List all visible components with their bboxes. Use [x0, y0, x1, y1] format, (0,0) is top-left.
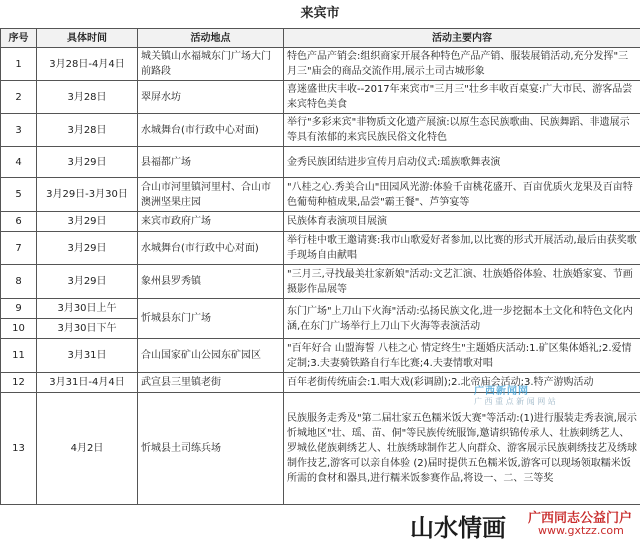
- news-site-watermark: 广西新闻网: [474, 386, 529, 397]
- row-place: 翠屏水坊: [138, 81, 284, 114]
- row-time: 4月2日: [37, 393, 138, 505]
- table-row: [1, 299, 640, 319]
- row-place: 水城舞台(市行政中心对面): [138, 232, 284, 265]
- portal-watermark: 广西同志公益门户: [528, 511, 633, 526]
- table-row: [1, 147, 640, 178]
- table-row: [1, 178, 640, 212]
- row-time: 3月29日: [37, 232, 138, 265]
- row-no: 6: [1, 212, 37, 232]
- table-row: [1, 393, 640, 505]
- row-no: 13: [1, 393, 37, 505]
- header-content: 活动主要内容: [284, 29, 640, 48]
- row-place: 来宾市政府广场: [138, 212, 284, 232]
- row-no: 4: [1, 147, 37, 178]
- row-place: 忻城县土司练兵场: [138, 393, 284, 505]
- row-no: 12: [1, 373, 37, 393]
- row-time: 3月29日: [37, 147, 138, 178]
- table-row: [1, 373, 640, 393]
- portal-url-watermark: www.gxtzz.com: [538, 524, 624, 537]
- row-content: 东门广场"上刀山下火海"活动:弘扬民族文化,进一步挖掘本土文化和特色文化内涵,在东门广场举行上刀山下火海等表演活动: [284, 299, 640, 339]
- table-row: [1, 114, 640, 147]
- row-place: 象州县罗秀镇: [138, 265, 284, 299]
- table-row: [1, 339, 640, 373]
- header-no: 序号: [1, 29, 37, 48]
- row-content: 百年老街传统庙会:1.唱大戏(彩调剧);2.北帝庙会活动;3.特产游购活动: [284, 373, 640, 393]
- row-time: 3月29日-3月30日: [37, 178, 138, 212]
- row-content: "百年好合 山盟海誓 八桂之心 情定终生"主题婚庆活动:1.矿区集体婚礼;2.爱情定制;3.夫妻骑铁路自行车比赛;4.夫妻情歌对唱: [284, 339, 640, 373]
- row-content: 金秀民族团结进步宣传月启动仪式:瑶族歌舞表演: [284, 147, 640, 178]
- row-place: 忻城县东门广场: [138, 299, 284, 339]
- row-time: 3月28日: [37, 114, 138, 147]
- row-no: 2: [1, 81, 37, 114]
- row-no: 7: [1, 232, 37, 265]
- table-title: 来宾市: [0, 0, 640, 29]
- row-place: 合山国家矿山公园东矿园区: [138, 339, 284, 373]
- row-time: 3月29日: [37, 212, 138, 232]
- header-place: 活动地点: [138, 29, 284, 48]
- row-content: 民族体育表演项目展演: [284, 212, 640, 232]
- table-row: [1, 81, 640, 114]
- table-row: [1, 48, 640, 81]
- row-no: 9: [1, 299, 37, 319]
- row-content: 喜迷盛世庆丰收--2017年来宾市"三月三"壮乡丰收百桌宴:广大市民、游客品尝来宾特色美食: [284, 81, 640, 114]
- row-no: 11: [1, 339, 37, 373]
- row-content: 举行"多彩来宾"非物质文化遗产展演:以原生态民族歌曲、民族舞蹈、非遗展示等具有浓郁的来宾民族民俗文化特色: [284, 114, 640, 147]
- row-time: 3月30日下午: [37, 319, 138, 339]
- row-time: 3月31日-4月4日: [37, 373, 138, 393]
- row-place: 水城舞台(市行政中心对面): [138, 114, 284, 147]
- row-place: 县福都广场: [138, 147, 284, 178]
- row-no: 1: [1, 48, 37, 81]
- row-content: 举行桂中歌王邀请赛:我市山歌爱好者参加,以比赛的形式开展活动,最后由获奖歌手现场自由献唱: [284, 232, 640, 265]
- row-time: 3月28日-4月4日: [37, 48, 138, 81]
- row-content: "八桂之心.秀美合山"田园风光游:体验千亩桃花盛开、百亩优质火龙果及百亩特色葡萄种植成果,品尝"霸王餐"、芦笋宴等: [284, 178, 640, 212]
- row-no: 3: [1, 114, 37, 147]
- shanshui-watermark: 山水情画: [410, 513, 506, 542]
- event-table: [0, 28, 640, 505]
- table-header-row: [1, 29, 640, 48]
- table-row: [1, 265, 640, 299]
- row-content: 民族服务走秀及"第二届壮家五色糯米饭大赛"等活动:(1)进行服装走秀表演,展示忻城地区"壮、瑶、苗、侗"等民族传统服饰,邀请织锦传承人、壮族刺绣艺人、罗城仫佬族刺绣艺人、壮族绣球制作艺人向群众、游客展示民族刺绣技艺及绣球制作技艺,游客可以亲自体验 (2)届时提供五色糯米饭,游客可以现场领取糯米饭所需的食材和器具,进行糯米饭参赛作品,将设一、二、三等奖: [284, 393, 640, 505]
- row-place: 合山市河里镇河里村、合山市澳洲坚果庄园: [138, 178, 284, 212]
- row-content: 特色产品产销会:组织商家开展各种特色产品产销、服装展销活动,充分发挥"三月三"庙会的商品交流作用,展示土司古城形象: [284, 48, 640, 81]
- row-place: 武宣县三里镇老街: [138, 373, 284, 393]
- row-no: 10: [1, 319, 37, 339]
- row-no: 5: [1, 178, 37, 212]
- row-time: 3月30日上午: [37, 299, 138, 319]
- row-time: 3月28日: [37, 81, 138, 114]
- row-time: 3月31日: [37, 339, 138, 373]
- header-time: 具体时间: [37, 29, 138, 48]
- table-row: [1, 232, 640, 265]
- row-no: 8: [1, 265, 37, 299]
- table-row: [1, 212, 640, 232]
- row-place: 城关镇山水福城东门广场大门前路段: [138, 48, 284, 81]
- news-site-watermark-subtitle: 广 西 重 点 新 闻 网 站: [474, 397, 556, 406]
- row-time: 3月29日: [37, 265, 138, 299]
- row-content: "三月三,寻找最美壮家新娘"活动:文艺汇演、壮族婚俗体验、壮族婚家宴、节画摄影作品展等: [284, 265, 640, 299]
